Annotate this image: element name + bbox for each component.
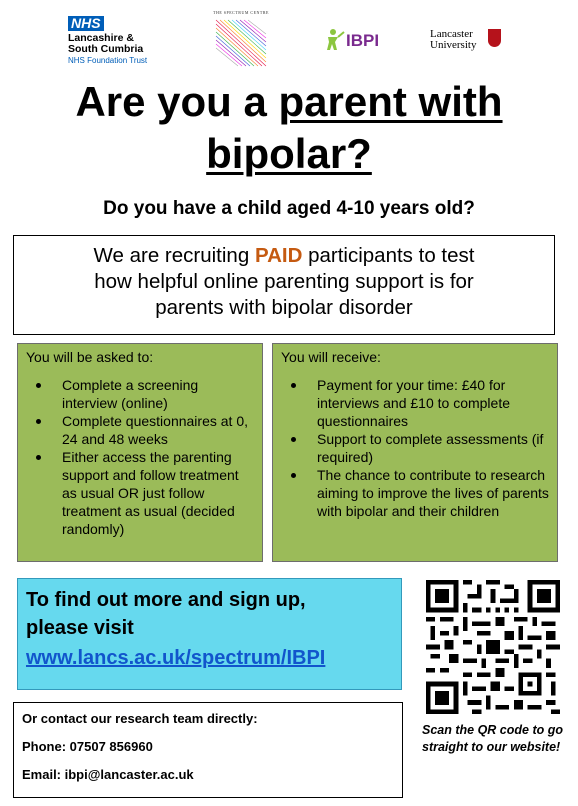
bullet-icon (291, 383, 296, 388)
recruit-line-3: parents with bipolar disorder (155, 296, 413, 319)
bullet-icon (36, 455, 41, 460)
signup-line-2: please visit (26, 617, 134, 639)
list-item (317, 376, 549, 430)
list-item (317, 466, 549, 520)
contact-phone: Phone: 07507 856960 (22, 739, 153, 754)
signup-line-1: To find out more and sign up, (26, 589, 306, 611)
asked-to-header: You will be asked to: (26, 349, 154, 365)
receive-box (272, 343, 558, 562)
spectrum-centre-logo (210, 10, 272, 70)
list-item (317, 430, 549, 466)
contact-intro: Or contact our research team directly: (22, 711, 258, 726)
headline-part-1: Are you a (75, 78, 279, 125)
nhs-trust-line-1: Lancashire & (68, 32, 134, 44)
list-item (62, 448, 254, 538)
ibpi-text: IBPI (346, 31, 380, 50)
receive-list (273, 376, 557, 520)
shield-icon (488, 29, 501, 47)
list-item (62, 376, 254, 412)
signup-box (17, 578, 402, 690)
recruit-before: We are recruiting (93, 244, 255, 267)
ibpi-logo (326, 28, 396, 54)
bullet-icon (36, 383, 41, 388)
recruit-after: participants to test (302, 244, 475, 267)
spectrum-lines-icon (210, 10, 272, 70)
nhs-trust-line-2: South Cumbria (68, 43, 144, 55)
asked-to-box (17, 343, 263, 562)
spectrum-caption: THE SPECTRUM CENTRE (213, 10, 269, 15)
qr-code-icon[interactable] (426, 580, 560, 714)
contact-email: Email: ibpi@lancaster.ac.uk (22, 767, 194, 782)
receive-header: You will receive: (281, 349, 381, 365)
nhs-logo (64, 14, 214, 64)
subheading: Do you have a child aged 4-10 years old? (103, 198, 475, 219)
list-item-text: The chance to contribute to research aiming to improve the lives of parents with bipolar and their children (317, 467, 549, 519)
headline-part-2: parent with (278, 78, 503, 125)
lancaster-line-1: Lancaster (430, 28, 473, 40)
list-item-text: Complete a screening interview (online) (62, 377, 199, 411)
recruit-line-2: how helpful online parenting support is for (94, 270, 474, 293)
list-item-text: Complete questionnaires at 0, 24 and 48 weeks (62, 413, 248, 447)
list-item-text: Support to complete assessments (if required) (317, 431, 544, 465)
person-figure-icon (326, 28, 346, 52)
bullet-icon (291, 473, 296, 478)
list-item-text: Payment for your time: £40 for interviews and £10 to complete questionnaires (317, 377, 510, 429)
contact-box (13, 702, 403, 798)
nhs-trust-line-3: NHS Foundation Trust (68, 56, 148, 65)
asked-to-list (18, 376, 262, 538)
list-item (62, 412, 254, 448)
paid-highlight: PAID (254, 244, 303, 267)
list-item-text: Either access the parenting support and follow treatment as usual OR just follow treatment as usual (decided randomly) (62, 449, 239, 537)
lancaster-university-logo (430, 26, 510, 56)
bullet-icon (36, 419, 41, 424)
qr-caption: Scan the QR code to go straight to our website! (422, 723, 563, 754)
recruiting-box (13, 235, 555, 335)
website-link[interactable]: www.lancs.ac.uk/spectrum/IBPI (26, 647, 326, 669)
lancaster-line-2: University (430, 39, 477, 51)
headline (0, 76, 578, 180)
nhs-badge: NHS (68, 16, 104, 31)
bullet-icon (291, 437, 296, 442)
headline-part-3: bipolar? (206, 130, 372, 177)
